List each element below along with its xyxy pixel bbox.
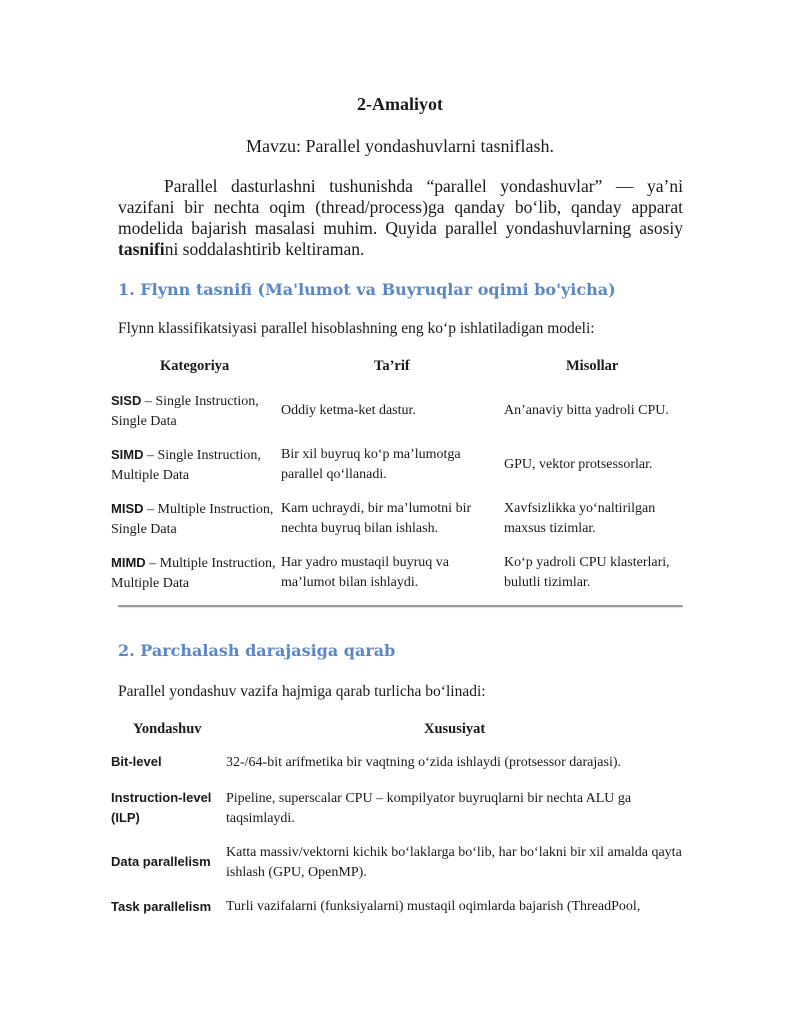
table1-header-tarif: Ta’rif xyxy=(374,358,410,374)
table2-row-name: Instruction-level (ILP) xyxy=(111,790,212,825)
intro-text: Parallel dasturlashni tushunishda “parallel yondashuvlar” — ya’ni vazifani bir nechta oqim (thread/process)ga qanday bo‘lib, qanday apparat modelida bajarish masalasi muhim. Quyida parallel yondashuvlarning asosiy xyxy=(118,176,683,238)
table2-row-desc: Katta massiv/vektorni kichik bo‘laklarga bo‘lib, har bo‘lakni bir xil amalda qayta ishlash (GPU, OpenMP). xyxy=(226,845,682,880)
table2-row-name: Data parallelism xyxy=(111,854,211,869)
table1-row-examples: An’anaviy bitta yadroli CPU. xyxy=(504,403,669,418)
page-subtitle: Mavzu: Parallel yondashuvlarni tasniflash. xyxy=(246,136,554,156)
table1-row-examples: Ko‘p yadroli CPU klasterlari, bulutli tizimlar. xyxy=(504,555,670,590)
section2-heading: 2. Parchalash darajasiga qarab xyxy=(118,641,396,660)
table1-row-category xyxy=(111,445,276,486)
table1-header-misollar: Misollar xyxy=(566,358,619,374)
table1-row-definition: Oddiy ketma-ket dastur. xyxy=(281,403,416,418)
table1-row-definition: Har yadro mustaqil buyruq va ma’lumot bilan ishlaydi. xyxy=(281,555,449,590)
table2-row-name: Task parallelism xyxy=(111,899,212,914)
intro-text-end: ni soddalashtirib keltiraman. xyxy=(164,239,365,259)
category-rest: – Single Instruction, Multiple Data xyxy=(111,448,261,483)
table2-row-desc: Turli vazifalarni (funksiyalarni) mustaqil oqimlarda bajarish (ThreadPool, xyxy=(226,899,641,914)
table2-row-desc: 32-/64-bit arifmetika bir vaqtning o‘zida ishlaydi (protsessor darajasi). xyxy=(226,755,622,770)
table2-header-yondashuv: Yondashuv xyxy=(133,721,202,737)
table1-row-examples: GPU, vektor protsessorlar. xyxy=(504,457,653,472)
table2-header-xususiyat: Xususiyat xyxy=(424,721,486,737)
category-rest: – Multiple Instruction, Single Data xyxy=(111,502,274,537)
table2-row-name: Bit-level xyxy=(111,754,162,769)
category-abbr: MISD xyxy=(111,501,144,516)
category-abbr: SIMD xyxy=(111,447,144,462)
category-abbr: SISD xyxy=(111,393,142,408)
category-abbr: MIMD xyxy=(111,555,146,570)
section-divider xyxy=(118,605,683,607)
table1-header-kategoriya: Kategoriya xyxy=(160,358,230,374)
table2-row-desc: Pipeline, superscalar CPU – kompilyator buyruqlarni bir nechta ALU ga taqsimlaydi. xyxy=(226,791,632,826)
table1-row-definition: Kam uchraydi, bir ma’lumotni bir nechta buyruq bilan ishlash. xyxy=(281,501,472,536)
page-title: 2-Amaliyot xyxy=(357,94,443,114)
intro-bold-term: tasnifi xyxy=(118,239,165,259)
table1-row-examples: Xavfsizlikka yo‘naltirilgan maxsus tizimlar. xyxy=(504,501,656,536)
section2-lead: Parallel yondashuv vazifa hajmiga qarab turlicha bo‘linadi: xyxy=(118,683,486,700)
section1-lead: Flynn klassifikatsiyasi parallel hisoblashning eng ko‘p ishlatiladigan modeli: xyxy=(118,320,595,337)
table1-row-category xyxy=(111,553,276,594)
category-rest: – Single Instruction, Single Data xyxy=(111,394,259,429)
table1-row-definition: Bir xil buyruq ko‘p ma’lumotga parallel qo‘llanadi. xyxy=(281,447,461,482)
category-rest: – Multiple Instruction, Multiple Data xyxy=(111,556,276,591)
section1-heading: 1. Flynn tasnifi (Ma'lumot va Buyruqlar oqimi bo'yicha) xyxy=(118,280,616,299)
table1-row-category xyxy=(111,391,276,432)
table1-row-category xyxy=(111,499,281,540)
intro-paragraph xyxy=(118,176,683,260)
